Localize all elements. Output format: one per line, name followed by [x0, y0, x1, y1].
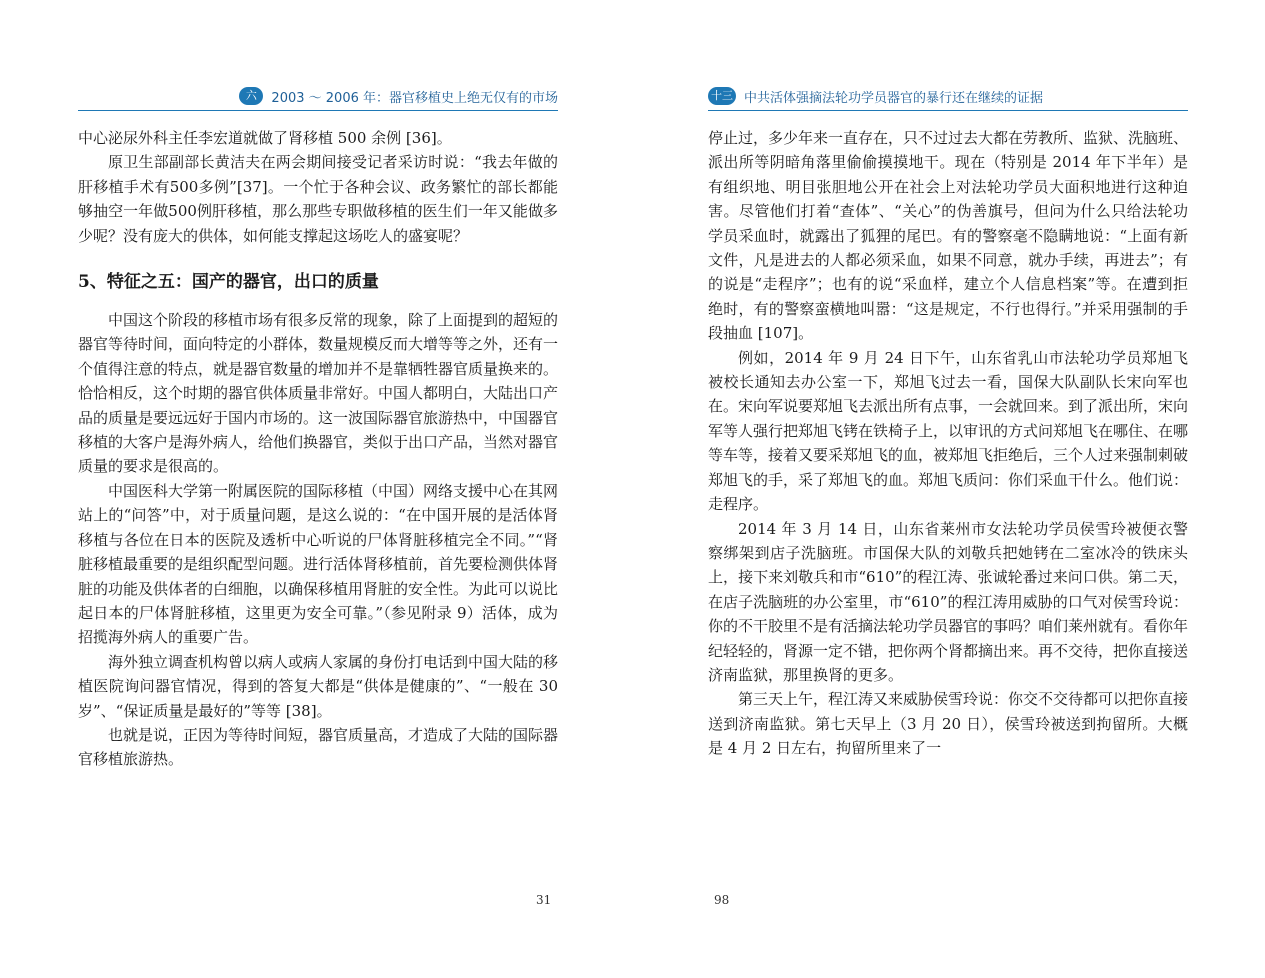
- paragraph: 中国医科大学第一附属医院的国际移植（中国）网络支援中心在其网站上的“问答”中，对于质量问题，是这么说的：“在中国开展的是活体肾移植与各位在日本的医院及透析中心听说的尸体肾脏移植完全不同。”“肾脏移植最重要的是组织配型问题。进行活体肾移植前，首先要检测供体肾脏的功能及供体者的白细胞，以确保移植用肾脏的安全性。为此可以说比起日本的尸体肾脏移植，这里更为安全可靠。”（参见附录 9）活体，成为招揽海外病人的重要广告。: [78, 481, 559, 647]
- right-page: [708, 0, 1188, 978]
- paragraph: 海外独立调查机构曾以病人或病人家属的身份打电话到中国大陆的移植医院询问器官情况，得到的答复大都是“供体是健康的”、“一般在 30 岁”、“保证质量是最好的”等等 [38]。: [78, 652, 559, 720]
- page-number: 98: [714, 893, 730, 907]
- left-running-header: [78, 84, 558, 111]
- paragraph: 2014 年 3 月 14 日，山东省莱州市女法轮功学员侯雪玲被便衣警察绑架到店子洗脑班。市国保大队的刘敬兵把她铐在二室冰冷的铁床头上，接下来刘敬兵和市“610”的程江涛、张诚轮番过来问口供。第二天，在店子洗脑班的办公室里，市“610”的程江涛用威胁的口气对侯雪玲说：你的不干胶里不是有活摘法轮功学员器官的事吗？咱们莱州就有。看你年纪轻轻的，肾源一定不错，把你两个肾都摘出来。再不交待，把你直接送济南监狱，那里换肾的更多。: [708, 519, 1189, 684]
- section-heading: 5、特征之五：国产的器官，出口的质量: [78, 272, 379, 293]
- paragraph: 也就是说，正因为等待时间短，器官质量高，才造成了大陆的国际器官移植旅游热。: [78, 725, 559, 769]
- paragraph: 原卫生部副部长黄洁夫在两会期间接受记者采访时说：“我去年做的肝移植手术有500多例”[37]。一个忙于各种会议、政务繁忙的部长都能够抽空一年做500例肝移植，那么那些专职做移植的医生们一年又能做多少呢？没有庞大的供体，如何能支撑起这场吃人的盛宴呢？: [78, 153, 558, 245]
- paragraph: 停止过，多少年来一直存在，只不过过去大都在劳教所、监狱、洗脑班、派出所等阴暗角落里偷偷摸摸地干。现在（特别是 2014 年下半年）是有组织地、明目张胆地公开在社会上对法轮功学员大面积地进行这种迫害。尽管他们打着“查体”、“关心”的伪善旗号，但问为什么只给法轮功学员采血时，就露出了狐狸的尾巴。有的警察毫不隐瞒地说：“上面有新文件，凡是进去的人都必须采血，如果不同意，就办手续，再进去”；有的说是“走程序”；也有的说“采血样，建立个人信息档案”等。在遭到拒绝时，有的警察蛮横地叫嚣：“这是规定，不行也得行。”并采用强制的手段抽血 [107]。: [708, 129, 1189, 343]
- chapter-badge: 六: [239, 87, 263, 105]
- page-number: 31: [536, 893, 552, 907]
- paragraph: 第三天上午，程江涛又来威胁侯雪玲说：你交不交待都可以把你直接送到济南监狱。第七天早上（3 月 20 日），侯雪玲被送到拘留所。大概是 4 月 2 日左右，拘留所里来了一: [708, 690, 1189, 758]
- chapter-title: 2003 ～ 2006 年：器官移植史上绝无仅有的市场: [271, 90, 558, 106]
- left-body-text: [78, 126, 558, 772]
- left-page: [78, 0, 558, 978]
- chapter-title: 中共活体强摘法轮功学员器官的暴行还在继续的证据: [744, 90, 1044, 106]
- paragraph: 例如，2014 年 9 月 24 日下午，山东省乳山市法轮功学员郑旭飞被校长通知去办公室一下，郑旭飞过去一看，国保大队副队长宋向军也在。宋向军说要郑旭飞去派出所有点事，一会就回来。到了派出所，宋向军等人强行把郑旭飞铐在铁椅子上，以审讯的方式问郑旭飞在哪住、在哪等车等，接着又要采郑旭飞的血，被郑旭飞拒绝后，三个人过来强制刺破郑旭飞的手，采了郑旭飞的血。郑旭飞质问：你们采血干什么。他们说：走程序。: [708, 348, 1189, 514]
- right-running-header: [708, 84, 1188, 111]
- right-body-text: [708, 126, 1188, 761]
- paragraph: 中心泌尿外科主任李宏道就做了肾移植 500 余例 [36]。: [78, 129, 452, 147]
- paragraph: 中国这个阶段的移植市场有很多反常的现象，除了上面提到的超短的器官等待时间，面向特定的小群体，数量规模反而大增等等之外，还有一个值得注意的特点，就是器官数量的增加并不是靠牺牲器官质量换来的。恰恰相反，这个时期的器官供体质量非常好。中国人都明白，大陆出口产品的质量是要远远好于国内市场的。这一波国际器官旅游热中，中国器官移植的大客户是海外病人，给他们换器官，类似于出口产品，当然对器官质量的要求是很高的。: [78, 311, 559, 476]
- chapter-badge: 十三: [708, 87, 736, 105]
